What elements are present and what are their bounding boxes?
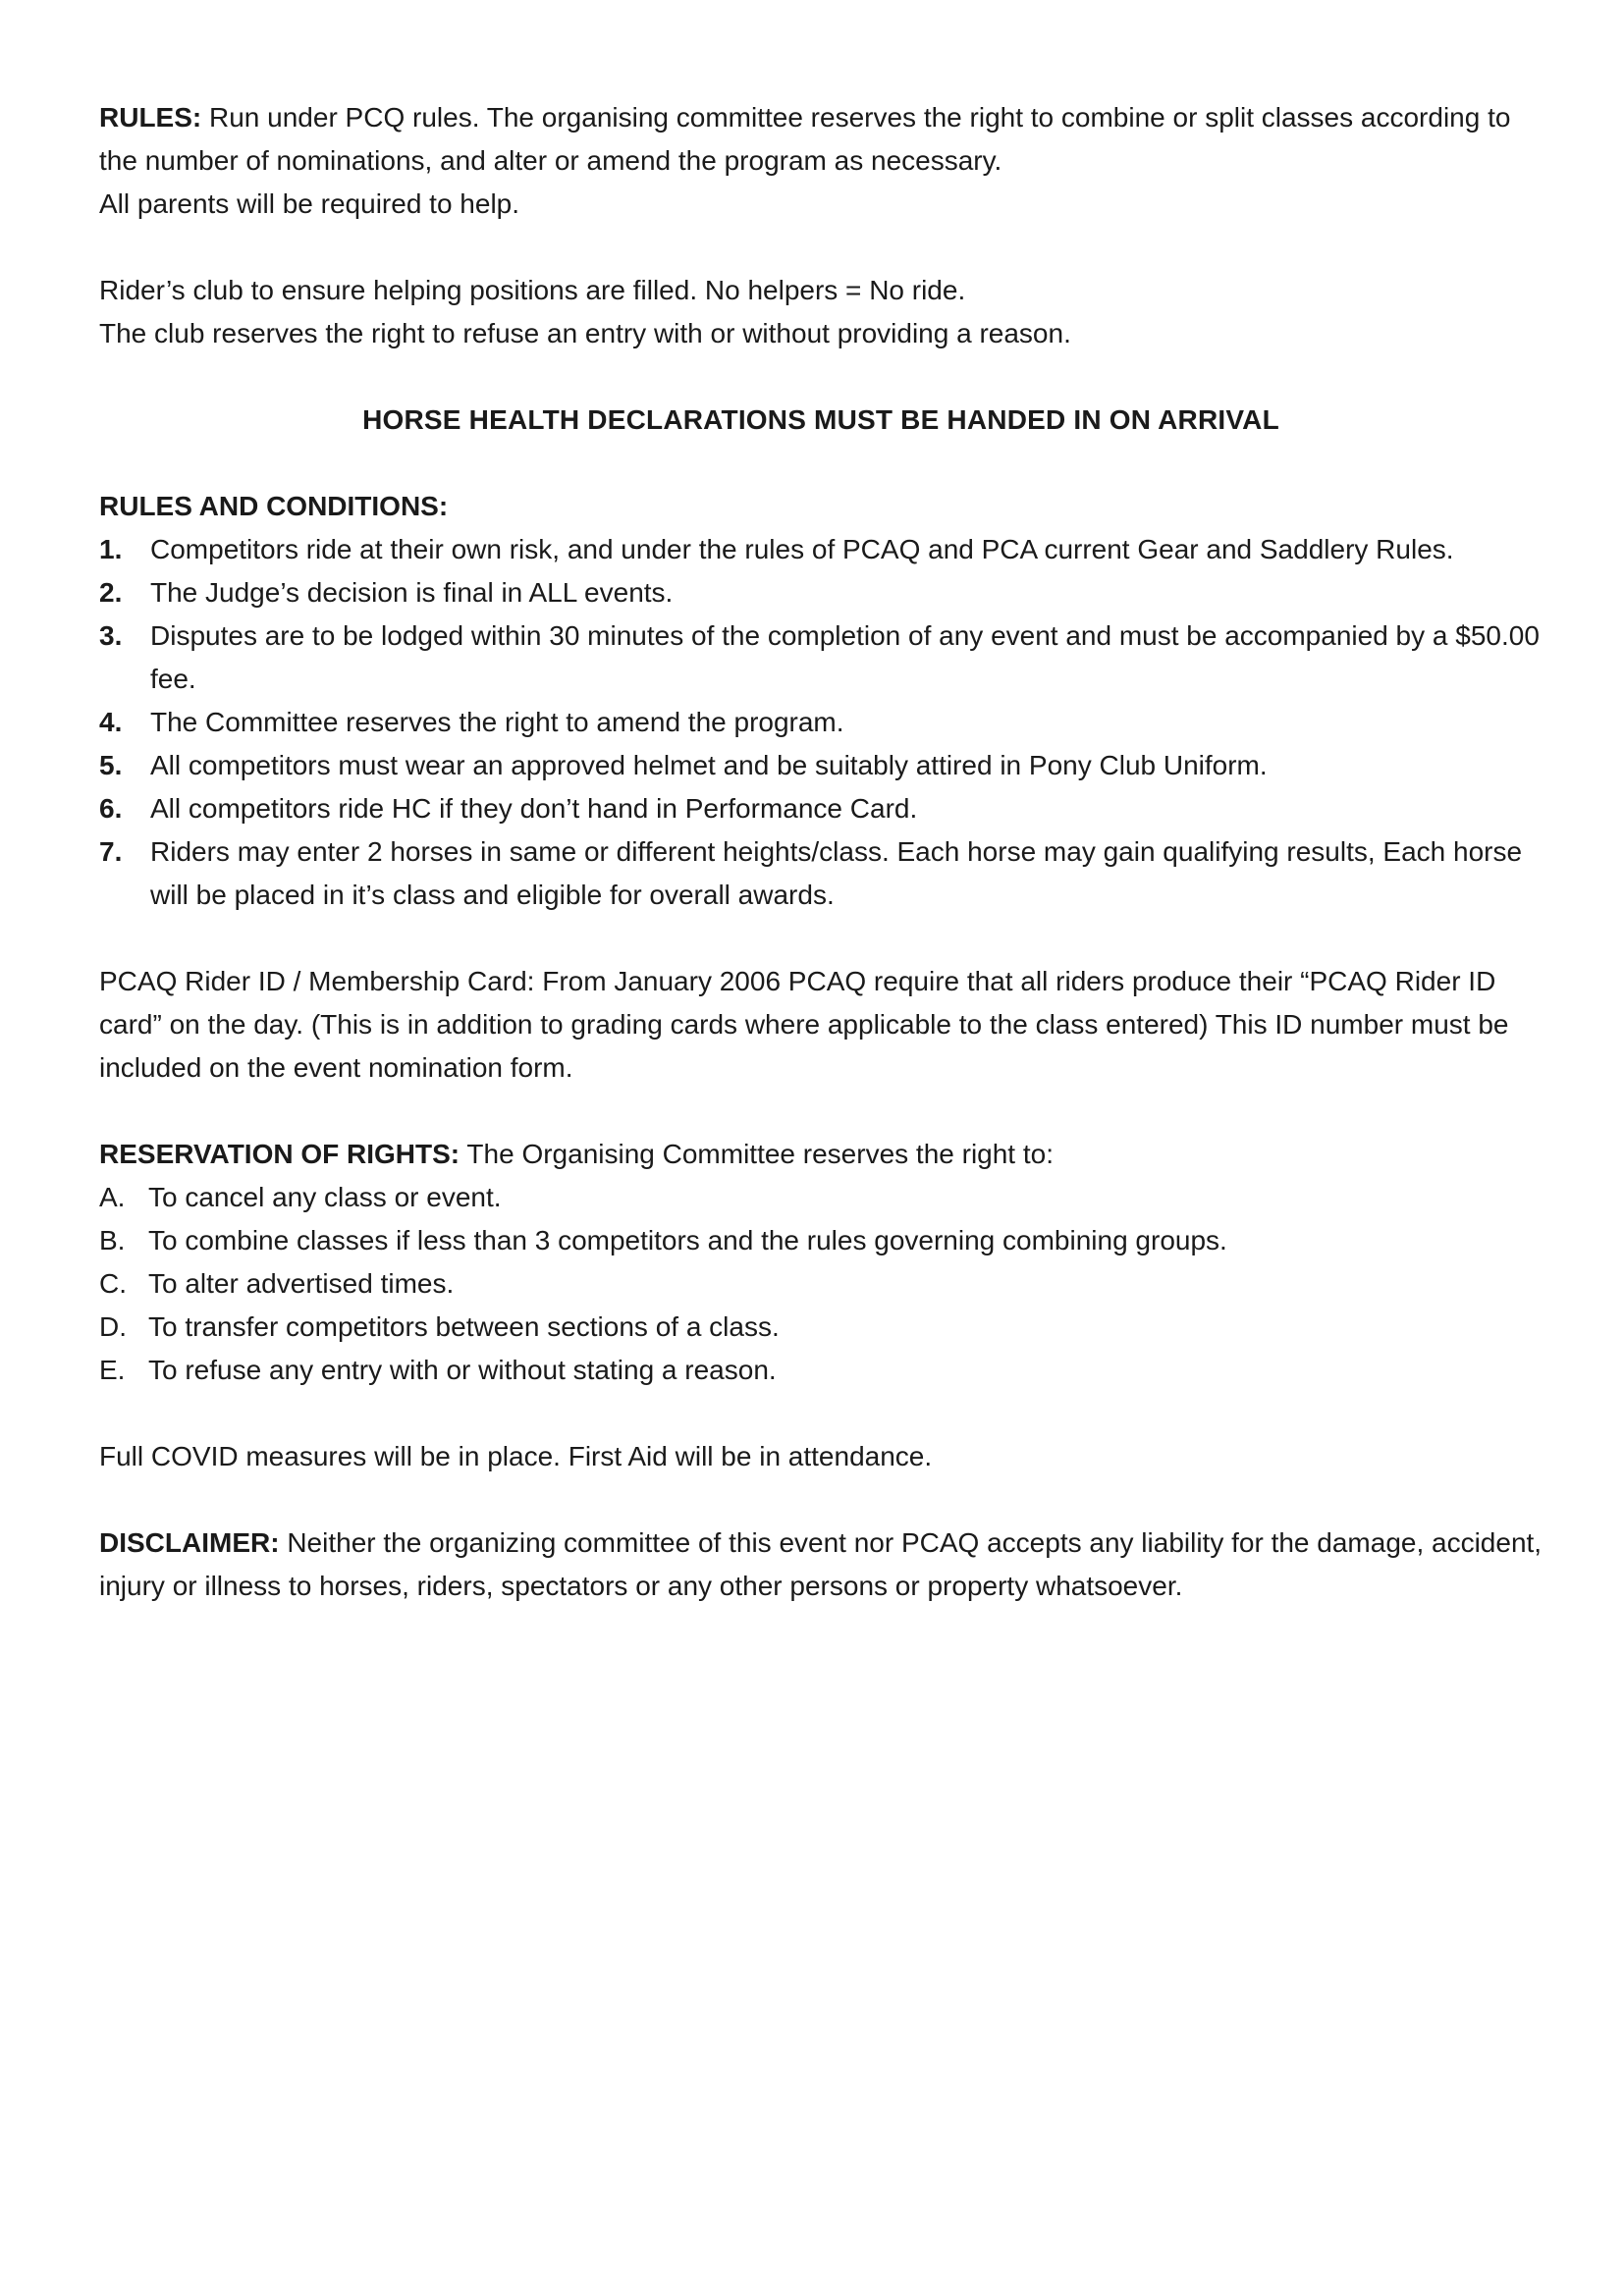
list-item-number: 1.: [99, 534, 123, 564]
list-item-letter: B.: [99, 1225, 126, 1255]
list-item-number: 7.: [99, 836, 123, 867]
list-item-letter: C.: [99, 1268, 127, 1299]
spacer: [99, 1090, 1543, 1133]
list-item-number: 6.: [99, 793, 123, 824]
list-item-text: The Committee reserves the right to amend the program.: [150, 707, 844, 737]
rules-label: RULES:: [99, 102, 202, 133]
list-item-text: Disputes are to be lodged within 30 minutes of the completion of any event and must be accompanied by a $50.00 fee.: [150, 620, 1540, 694]
spacer: [99, 355, 1543, 399]
list-item-number: 4.: [99, 707, 123, 737]
list-item-text: To transfer competitors between sections of a class.: [148, 1311, 780, 1342]
list-item: [99, 528, 1543, 571]
reservation-label: RESERVATION OF RIGHTS:: [99, 1139, 460, 1169]
list-item-number: 5.: [99, 750, 123, 780]
list-item-letter: A.: [99, 1182, 126, 1212]
list-item-text: To alter advertised times.: [148, 1268, 455, 1299]
conditions-heading: RULES AND CONDITIONS:: [99, 491, 449, 521]
disclaimer-label: DISCLAIMER:: [99, 1527, 280, 1558]
list-item-text: Riders may enter 2 horses in same or different heights/class. Each horse may gain qualifying results, Each horse will be placed in it’s class and eligible for overall awards.: [150, 836, 1523, 910]
disclaimer-text: Neither the organizing committee of this event nor PCAQ accepts any liability for the damage, accident, injury or illness to horses, riders, spectators or any other persons or property whatsoever.: [99, 1527, 1543, 1601]
list-item-text: To cancel any class or event.: [148, 1182, 502, 1212]
list-item-number: 3.: [99, 620, 123, 651]
rider-id-paragraph: PCAQ Rider ID / Membership Card: From January 2006 PCAQ require that all riders produce their “PCAQ Rider ID card” on the day. (This is in addition to grading cards where applicable to the class entered) This ID number must be included on the event nomination form.: [99, 966, 1509, 1083]
list-item: [99, 1262, 1543, 1306]
list-item: [99, 787, 1543, 830]
list-item: [99, 830, 1543, 917]
list-item: [99, 571, 1543, 614]
spacer: [99, 442, 1543, 485]
helpers-line: Rider’s club to ensure helping positions are filled. No helpers = No ride.: [99, 275, 966, 305]
spacer: [99, 1392, 1543, 1435]
covid-paragraph: Full COVID measures will be in place. First Aid will be in attendance.: [99, 1441, 933, 1471]
spacer: [99, 1478, 1543, 1522]
list-item-text: To refuse any entry with or without stating a reason.: [148, 1355, 777, 1385]
list-item-number: 2.: [99, 577, 123, 608]
list-item: [99, 701, 1543, 744]
list-item: [99, 614, 1543, 701]
reservation-list: [99, 1176, 1543, 1392]
disclaimer-paragraph: [99, 1522, 1543, 1608]
conditions-list: [99, 528, 1543, 917]
list-item-letter: D.: [99, 1311, 127, 1342]
list-item: [99, 1219, 1543, 1262]
reservation-paragraph: [99, 1133, 1543, 1176]
list-item: [99, 1349, 1543, 1392]
list-item-letter: E.: [99, 1355, 126, 1385]
refuse-entry-line: The club reserves the right to refuse an entry with or without providing a reason.: [99, 318, 1071, 348]
rules-paragraph: [99, 96, 1543, 183]
list-item: [99, 1176, 1543, 1219]
list-item-text: Competitors ride at their own risk, and under the rules of PCAQ and PCA current Gear and Saddlery Rules.: [150, 534, 1454, 564]
list-item-text: To combine classes if less than 3 competitors and the rules governing combining groups.: [148, 1225, 1227, 1255]
spacer: [99, 226, 1543, 269]
health-declaration-heading: HORSE HEALTH DECLARATIONS MUST BE HANDED IN ON ARRIVAL: [362, 404, 1279, 435]
list-item-text: All competitors ride HC if they don’t hand in Performance Card.: [150, 793, 918, 824]
parents-help-line: All parents will be required to help.: [99, 188, 520, 219]
list-item: [99, 744, 1543, 787]
rules-text: Run under PCQ rules. The organising committee reserves the right to combine or split classes according to the number of nominations, and alter or amend the program as necessary.: [99, 102, 1511, 176]
list-item-text: The Judge’s decision is final in ALL events.: [150, 577, 674, 608]
spacer: [99, 917, 1543, 960]
document-page: [99, 96, 1543, 1608]
list-item: [99, 1306, 1543, 1349]
list-item-text: All competitors must wear an approved helmet and be suitably attired in Pony Club Uniform.: [150, 750, 1268, 780]
reservation-text: The Organising Committee reserves the right to:: [460, 1139, 1054, 1169]
